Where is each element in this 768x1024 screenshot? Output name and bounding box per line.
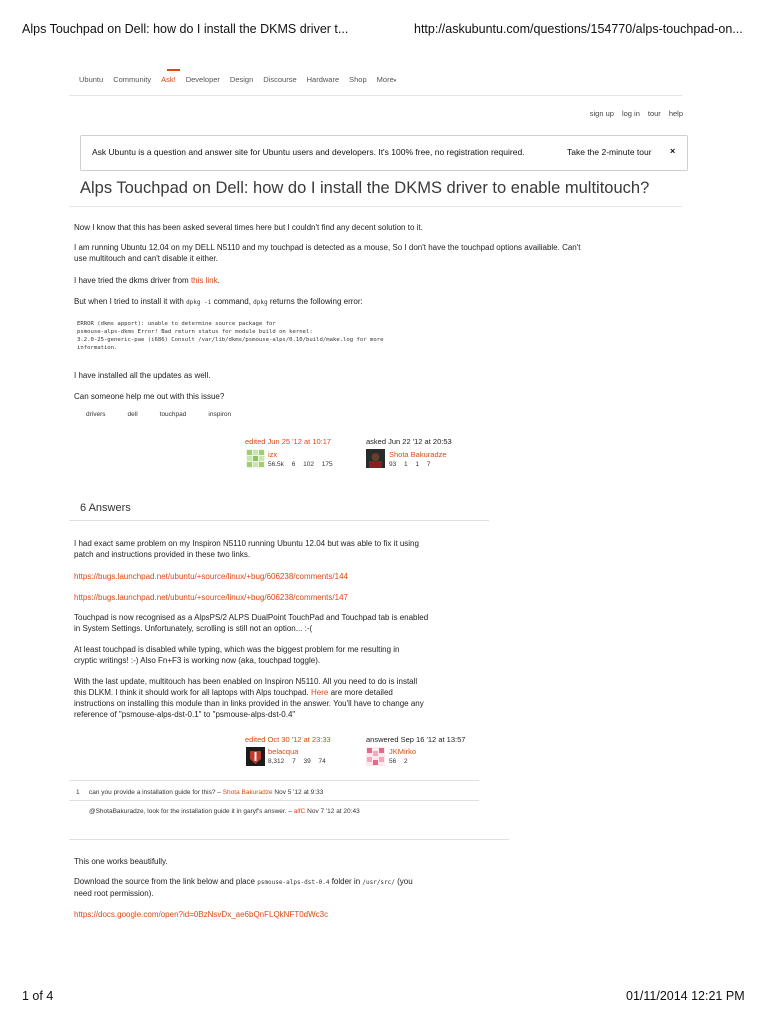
close-icon[interactable]: × [670,146,676,156]
help-link[interactable]: help [668,109,683,118]
comment-divider [69,800,479,801]
nav-more-label: More [376,75,394,84]
inline-code: /usr/src/ [362,879,395,886]
user-avatar-jkmirko[interactable] [366,747,385,766]
answer-paragraph-line: instructions on installing this module than in links provided in the answer. You'll have to change any [74,699,424,708]
text-fragment: Download the source from the link below and place [74,877,258,886]
print-footer-page: 1 of 4 [22,989,54,1003]
user-rep-shota: 93 1 1 7 [389,461,431,468]
tag-list [86,411,253,418]
text-fragment: are more detailed [328,688,393,697]
nav-divider [69,95,682,96]
answer-paragraph-line [74,687,469,698]
text-fragment: (you [394,877,413,886]
user-rep-izx: 56.5k 6 102 175 [268,461,333,468]
chevron-down-icon: ▾ [393,78,397,84]
answer-paragraph-line: need root permission). [74,889,154,898]
nav-item-discourse[interactable]: Discourse [263,75,297,84]
user-rep-jkmirko: 56 2 [389,758,408,765]
answer-paragraph-line: reference of "psmouse-alps-dst-0.1" to "psmouse-alps-dst-0.4" [74,710,296,719]
comment-date: Nov 7 '12 at 20:43 [305,808,360,815]
answer-paragraph-line: At least touchpad is disabled while typing, which was the biggest problem for me resulting in [74,645,400,654]
question-paragraph [74,275,634,286]
text-fragment: . [217,276,220,285]
text-fragment: this DLKM. I think it should work for all laptops with Alps touchpad. [74,688,312,697]
comment-text: can you provide a installation guide for this? – [89,789,223,796]
user-name-izx[interactable]: izx [268,450,278,459]
answer-paragraph-line: Touchpad is now recognised as a AlpsPS/2 ALPS DualPoint TouchPad and Touchpad tab is enabled [74,613,429,622]
nav-item-shop[interactable]: Shop [349,75,367,84]
log-in-link[interactable]: log in [621,109,640,118]
answer-answered-date: answered Sep 16 '12 at 13:57 [366,735,466,744]
tag-inspiron[interactable]: inspiron [208,411,232,418]
print-header-url: http://askubuntu.com/questions/154770/alps-touchpad-on... [414,22,743,36]
banner-message: Ask Ubuntu is a question and answer site for Ubuntu users and developers. It's 100% free, no registration required. [92,147,525,157]
comments-divider [69,780,479,781]
title-divider [69,206,682,207]
nav-item-ubuntu[interactable]: Ubuntu [79,75,104,84]
user-avatar-izx[interactable] [246,449,265,468]
comment-user-link[interactable]: alfC [293,808,306,815]
tour-link[interactable]: tour [647,109,661,118]
question-paragraph [74,242,634,264]
nav-item-hardware[interactable]: Hardware [306,75,340,84]
top-nav [79,75,396,84]
google-docs-link[interactable]: https://docs.google.com/open?id=0BzNsvDx_ae6bQnFLQkNFT0dWc3c [74,910,329,919]
answer-divider [69,839,509,840]
tag-drivers[interactable]: drivers [86,411,106,418]
sign-up-link[interactable]: sign up [589,109,614,118]
answers-divider [69,520,489,521]
answers-count-heading: 6 Answers [80,502,131,514]
answer-paragraph [74,612,469,634]
answer-paragraph-line: patch and instructions provided in these two links. [74,550,251,559]
welcome-banner [80,135,688,171]
question-paragraph: Now I know that this has been asked several times here but I couldn't find any decent solution to it. [74,223,423,232]
answer-paragraph-line: cryptic writings! :-) Also Fn+F3 is working now (aka, touchpad toggle). [74,656,321,665]
user-name-shota[interactable]: Shota Bakuradze [389,450,447,459]
question-paragraph-line: I am running Ubuntu 12.04 on my DELL N5110 and my touchpad is detected as a mouse, So I don't have the touchpad options availiable. Can't [74,243,581,252]
question-paragraph: Can someone help me out with this issue? [74,392,225,401]
question-paragraph [74,296,634,308]
comment-item [89,789,323,796]
answer-paragraph [74,676,469,720]
question-paragraph: I have installed all the updates as well. [74,371,211,380]
user-avatar-belacqua[interactable] [246,747,265,766]
text-fragment: I have tried the dkms driver from [74,276,191,285]
launchpad-link-144[interactable]: https://bugs.launchpad.net/ubuntu/+source/linux/+bug/606238/comments/144 [74,572,348,581]
print-footer-datetime: 01/11/2014 12:21 PM [626,989,745,1003]
question-edited-link[interactable]: edited Jun 25 '12 at 10:17 [245,437,332,446]
tag-dell[interactable]: dell [127,411,138,418]
question-asked-date: asked Jun 22 '12 at 20:53 [366,437,452,446]
nav-item-more[interactable] [377,75,397,84]
answer-paragraph [74,876,469,899]
launchpad-link-147[interactable]: https://bugs.launchpad.net/ubuntu/+source/linux/+bug/606238/comments/147 [74,593,348,602]
nav-item-community[interactable]: Community [113,75,152,84]
print-header-title: Alps Touchpad on Dell: how do I install the DKMS driver t... [22,22,349,36]
nav-item-ask[interactable]: Ask! [161,75,176,84]
answer-paragraph-line: With the last update, multitouch has been enabled on Inspiron N5110. All you need to do is install [74,677,418,686]
here-link[interactable]: Here [311,688,329,697]
inline-code: dpkg [253,299,268,306]
answer-paragraph [74,644,469,666]
error-code-block: ERROR (dkms apport): unable to determine source package for psmouse-alps-dkms Error! Bad return status for module build on kernel: 3.2.0-25-generic-pae (i686) Consult /var/lib/dkms/psmouse-alps/0.10/build/make.log for more information. [77,321,384,351]
nav-item-developer[interactable]: Developer [185,75,220,84]
text-fragment: command, [211,297,254,306]
text-fragment: But when I tried to install it with [74,297,187,306]
active-nav-marker [167,69,180,71]
user-name-belacqua[interactable]: belacqua [268,747,299,756]
answer-edited-link[interactable]: edited Oct 30 '12 at 23:33 [245,735,331,744]
user-rep-belacqua: 8,312 7 39 74 [268,758,326,765]
answer-paragraph-line: in System Settings. Unfortunately, scrolling is still not an option... :-( [74,624,313,633]
text-fragment: returns the following error: [267,297,363,306]
answer-paragraph-line [74,876,469,888]
question-title[interactable]: Alps Touchpad on Dell: how do I install the DKMS driver to enable multitouch? [80,179,650,197]
comment-item [89,808,360,815]
inline-code: dpkg -i [186,299,212,306]
answer-paragraph-line: I had exact same problem on my Inspiron N5110 running Ubuntu 12.04 but was able to fix it using [74,539,419,548]
comment-text: @ShotaBakuradze, look for the installation guide it in garyf's answer. – [89,808,294,815]
answer-paragraph [74,538,469,560]
answer-paragraph: This one works beautifully. [74,857,168,866]
tag-touchpad[interactable]: touchpad [159,411,187,418]
dkms-driver-link[interactable]: this link [190,276,218,285]
comment-user-link[interactable]: Shota Bakuradze [222,789,273,796]
text-fragment: folder in [329,877,363,886]
comment-votes: 1 [76,789,80,796]
take-tour-link[interactable]: Take the 2-minute tour [567,147,652,157]
user-name-jkmirko[interactable]: JKMirko [389,747,417,756]
inline-code: psmouse-alps-dst-0.4 [257,879,330,886]
comment-date: Nov 5 '12 at 9:33 [272,789,324,796]
question-paragraph-line: use multitouch and can't disable it either. [74,254,218,263]
user-avatar-shota[interactable] [366,449,385,468]
auth-links [590,109,683,118]
nav-item-design[interactable]: Design [229,75,254,84]
